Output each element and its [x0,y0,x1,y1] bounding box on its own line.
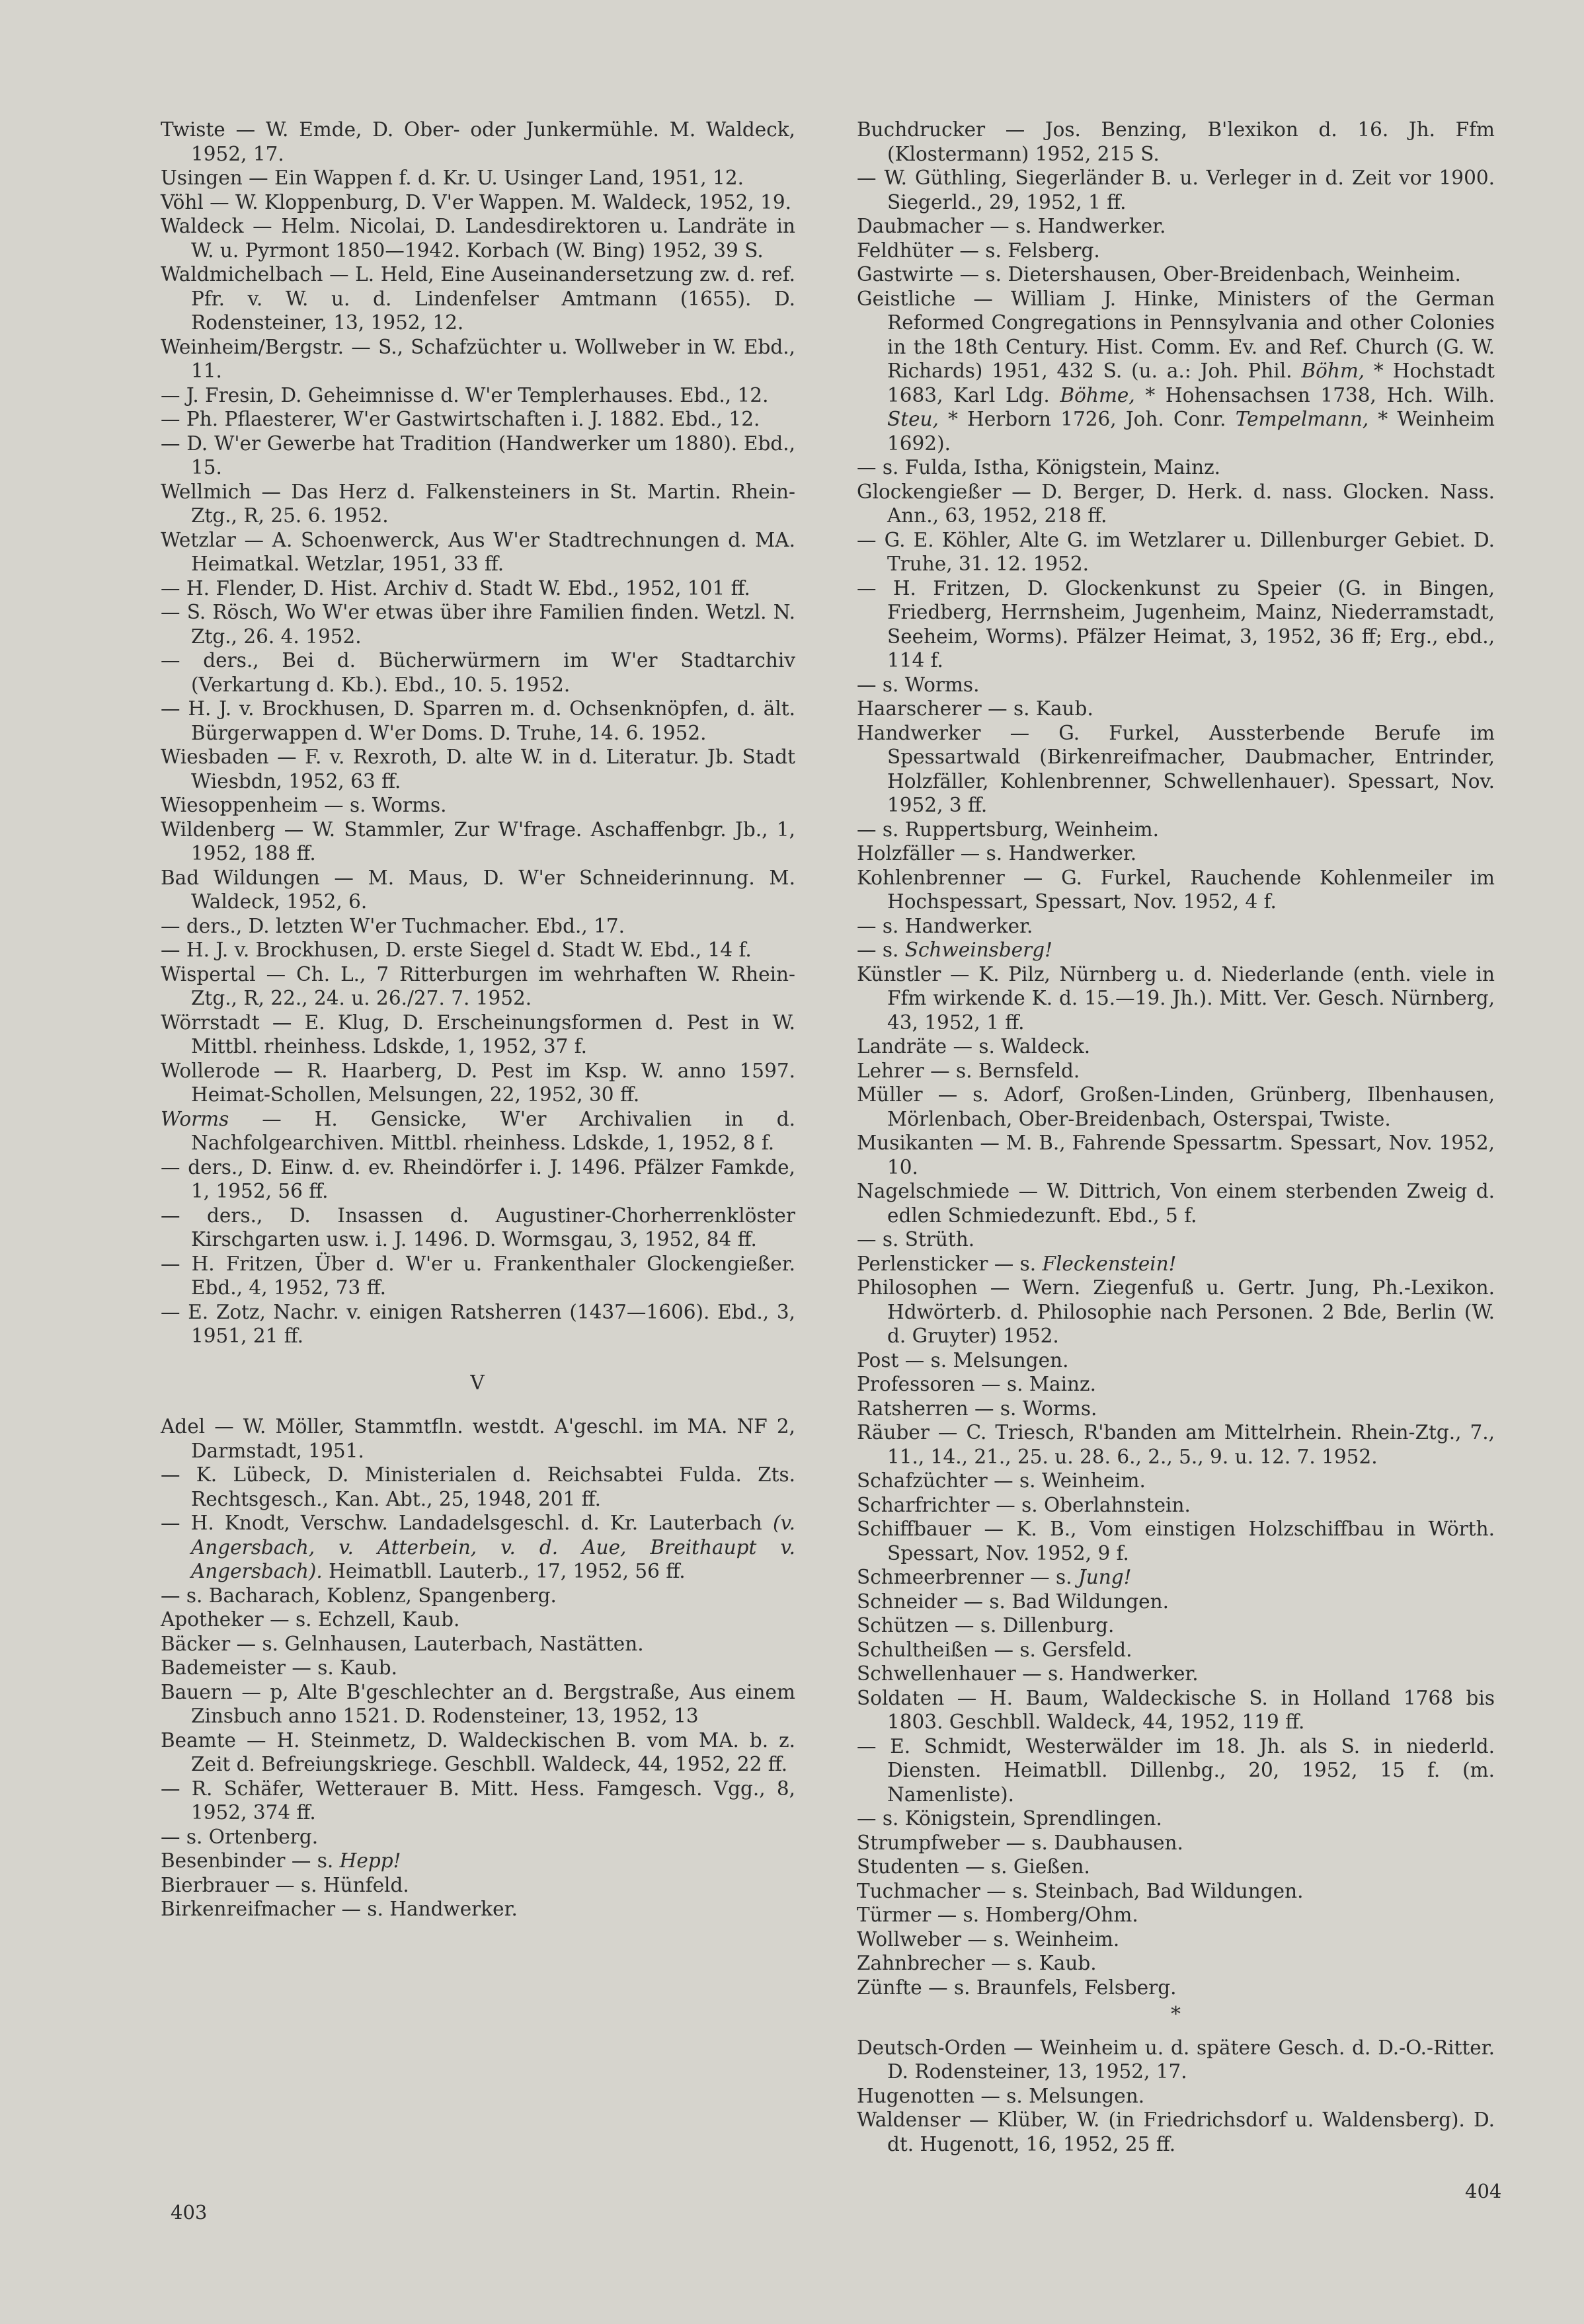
index-entry: Wollerode — R. Haarberg, D. Pest im Ksp. W. anno 1597. Heimat-Schollen, Melsungen, 22, 1952, 30 ff. [161,1059,795,1106]
index-entry: Schützen — s. Dillenburg. [857,1614,1115,1637]
index-entry: Wiesbaden — F. v. Rexroth, D. alte W. in d. Literatur. Jb. Stadt Wiesbdn, 1952, 63 ff. [161,746,795,793]
index-entry: — H. J. v. Brockhusen, D. Sparren m. d. Ochsenknöpfen, d. ält. Bürgerwappen d. W'er Doms. D. Truhe, 14. 6. 1952. [161,697,795,744]
index-entry: Professoren — s. Mainz. [857,1373,1096,1395]
index-entry: — s. Bacharach, Koblenz, Spangenberg. [161,1584,557,1607]
index-entry: — J. Fresin, D. Geheimnisse d. W'er Templerhauses. Ebd., 12. [161,383,769,407]
right-entries-b [857,455,1495,938]
section-heading: V [470,1371,486,1394]
index-entry: — E. Zotz, Nachr. v. einigen Ratsherren (1437—1606). Ebd., 3, 1951, 21 ff. [161,1300,795,1347]
knodt-italic: (v. Angersbach, v. Atterbein, v. d. Aue, Breithaupt v. Angersbach). [191,1512,795,1582]
index-entry: Daubmacher — s. Handwerker. [857,215,1166,237]
index-entry: Philosophen — Wern. Ziegenfuß u. Gertr. Jung, Ph.-Lexikon. Hdwörterb. d. Philosophie nach Personen. 2 Bde, Berlin (W. d. Gruyter) 1952. [857,1276,1495,1347]
index-entry: Haarscherer — s. Kaub. [857,697,1093,720]
index-entry: Wörrstadt — E. Klug, D. Erscheinungsformen d. Pest in W. Mittbl. rheinhess. Ldskde, 1, 1952, 37 f. [161,1011,795,1058]
index-entry: — s. Fulda, Istha, Königstein, Mainz. [857,456,1220,479]
index-entry: — D. W'er Gewerbe hat Tradition (Handwerker um 1880). Ebd., 15. [161,432,795,479]
index-entry: — K. Lübeck, D. Ministerialen d. Reichsabtei Fulda. Zts. Rechtsgesch., Kan. Abt., 25, 1948, 201 ff. [161,1463,795,1510]
worms-headword: Worms [161,1107,229,1130]
index-entry: Schneider — s. Bad Wildungen. [857,1590,1169,1613]
schmeer-text: Schmeerbrenner — s. [857,1566,1078,1588]
index-entry: Waldmichelbach — L. Held, Eine Auseinandersetzung zw. d. ref. Pfr. v. W. u. d. Lindenfelser Amtmann (1655). D. Rodensteiner, 13, 1952, 12. [161,263,795,334]
schwein-text: — s. [857,939,905,961]
right-column [857,118,1495,2156]
index-entry: Adel — W. Möller, Stammtfln. westdt. A'geschl. im MA. NF 2, Darmstadt, 1951. [161,1415,795,1462]
index-entry: Feldhüter — s. Felsberg. [857,239,1100,262]
geist-name-4: Tempelmann, [1235,408,1369,430]
index-entry: Türmer — s. Homberg/Ohm. [857,1904,1138,1926]
knodt-text-b: Heimatbll. Lauterb., 17, 1952, 56 ff. [322,1560,686,1582]
index-entry: Ratsherren — s. Worms. [857,1397,1097,1420]
geist-text-e: * Weinheim 1692). [887,408,1495,455]
right-entries-c [857,962,1495,1252]
index-entry: Zünfte — s. Braunfels, Felsberg. [857,1976,1177,1999]
index-entry-perlensticker [857,1252,1495,1276]
index-entry: — H. Fritzen, Über d. W'er u. Frankenthaler Glockengießer. Ebd., 4, 1952, 73 ff. [161,1252,795,1299]
index-entry: — E. Schmidt, Westerwälder im 18. Jh. als S. in niederld. Diensten. Heimatbll. Dillenbg., 20, 1952, 15 f. (m. Namenliste). [857,1734,1495,1806]
page-number-left: 403 [171,2201,208,2224]
index-entry-schweinsberg [857,938,1495,962]
index-entry: Räuber — C. Triesch, R'banden am Mittelrhein. Rhein-Ztg., 7., 11., 14., 21., 25. u. 28. 6., 2., 5., 9. u. 12. 7. 1952. [857,1421,1495,1468]
index-entry: — H. Flender, D. Hist. Archiv d. Stadt W. Ebd., 1952, 101 ff. [161,576,750,600]
right-entries-a [857,118,1495,287]
index-entry: Schultheißen — s. Gersfeld. [857,1638,1132,1661]
index-entry: Glockengießer — D. Berger, D. Herk. d. nass. Glocken. Nass. Ann., 63, 1952, 218 ff. [857,480,1495,527]
perl-text: Perlensticker — s. [857,1252,1043,1275]
index-entry: — s. Königstein, Sprendlingen. [857,1807,1162,1830]
index-entry: Studenten — s. Gießen. [857,1855,1090,1878]
index-entry: Bäcker — s. Gelnhausen, Lauterbach, Nastätten. [161,1632,644,1655]
index-entry: Handwerker — G. Furkel, Aussterbende Berufe im Spessartwald (Birkenreifmacher, Daubmacher, Entrinder, Holzfäller, Kohlenbrenner, Schwellenhauer). Spessart, Nov. 1952, 3 ff. [857,721,1495,816]
index-entry: Bademeister — s. Kaub. [161,1656,398,1679]
index-entry: Wiesoppenheim — s. Worms. [161,794,447,816]
geist-name-2: Böhme, [1060,383,1135,407]
index-entry: — W. Güthling, Siegerländer B. u. Verleger in d. Zeit vor 1900. Siegerld., 29, 1952, 1 ff. [857,167,1495,213]
geist-text-a: Geistliche — William J. Hinke, Ministers of the German Reformed Congregations in Pennsylvania and other Colonies in the 18th Century. Hist. Comm. Ev. and Ref. Church (G. W. Richards) 1951, 432 S. (u. a.: Joh. Phil. [857,287,1495,382]
index-entry: — s. Strüth. [857,1228,975,1251]
index-entry-worms [161,1107,795,1155]
index-entry: Gastwirte — s. Dietershausen, Ober-Breidenbach, Weinheim. [857,263,1461,286]
left-entries-a [161,118,795,1107]
index-entry: Musikanten — M. B., Fahrende Spessartm. Spessart, Nov. 1952, 10. [857,1132,1495,1179]
worms-text: — H. Gensicke, W'er Archivalien in d. Nachfolgearchiven. Mittbl. rheinhess. Ldskde, 1, 1952, 8 f. [191,1107,795,1154]
index-entry-besenbinder [161,1849,795,1873]
schmeer-italic: Jung! [1078,1566,1132,1588]
index-entry: — ders., D. Einw. d. ev. Rheindörfer i. J. 1496. Pfälzer Famkde, 1, 1952, 56 ff. [161,1155,795,1202]
index-entry-geistliche [857,287,1495,456]
index-entry: — ders., D. letzten W'er Tuchmacher. Ebd., 17. [161,914,625,937]
right-entries-e [857,1590,1495,2000]
geist-text-c: * Hohensachsen 1738, Hch. Wilh. [1134,383,1495,407]
index-entry: Weinheim/Bergstr. — S., Schafzüchter u. Wollweber in W. Ebd., 11. [161,335,795,382]
geist-name-3: Steu, [887,408,939,430]
index-entry: — Ph. Pflaesterer, W'er Gastwirtschaften i. J. 1882. Ebd., 12. [161,408,760,430]
index-entry: — H. Fritzen, D. Glockenkunst zu Speier (G. in Bingen, Friedberg, Herrnsheim, Jugenheim, Mainz, Niederramstadt, Seeheim, Worms). Pfälzer Heimat, 3, 1952, 36 ff; Erg., ebd., 114 f. [857,576,1495,672]
index-entry: Waldenser — Klüber, W. (in Friedrichsdorf u. Waldensberg). D. dt. Hugenott, 16, 1952, 25 ff. [857,2109,1495,2155]
index-entry: Bauern — p, Alte B'geschlechter an d. Bergstraße, Aus einem Zinsbuch anno 1521. D. Rodensteiner, 13, 1952, 13 [161,1680,795,1727]
left-column [161,118,795,1921]
index-entry: Schafzüchter — s. Weinheim. [857,1469,1146,1492]
index-entry: Lehrer — s. Bernsfeld. [857,1059,1080,1082]
index-entry: Tuchmacher — s. Steinbach, Bad Wildungen. [857,1879,1304,1902]
knodt-text-a: — H. Knodt, Verschw. Landadelsgeschl. d. Kr. Lauterbach [161,1512,773,1534]
besen-text: Besenbinder — s. [161,1849,340,1872]
geist-text-b: * Hochstadt 1683, Karl Ldg. [887,360,1495,407]
index-entry: — G. E. Köhler, Alte G. im Wetzlarer u. Dillenburger Gebiet. D. Truhe, 31. 12. 1952. [857,528,1495,575]
index-entry: — S. Rösch, Wo W'er etwas über ihre Familien finden. Wetzl. N. Ztg., 26. 4. 1952. [161,601,795,648]
index-entry: — s. Ruppertsburg, Weinheim. [857,818,1159,841]
index-entry: Wellmich — Das Herz d. Falkensteiners in St. Martin. Rhein-Ztg., R, 25. 6. 1952. [161,480,795,527]
left-entries-d [161,1584,795,1849]
section-separator: * [1171,2003,1181,2025]
right-entries-f [857,2036,1495,2157]
besen-italic: Hepp! [339,1849,401,1872]
right-entries-d [857,1276,1495,1565]
index-entry: — ders., Bei d. Bücherwürmern im W'er Stadtarchiv (Verkartung d. Kb.). Ebd., 10. 5. 1952. [161,649,795,696]
index-entry: — s. Worms. [857,673,980,696]
index-entry: Waldeck — Helm. Nicolai, D. Landesdirektoren u. Landräte in W. u. Pyrmont 1850—1942. Korbach (W. Bing) 1952, 39 S. [161,215,795,262]
index-entry: Künstler — K. Pilz, Nürnberg u. d. Niederlande (enth. viele in Ffm wirkende K. d. 15.—19. Jh.). Mitt. Ver. Gesch. Nürnberg, 43, 1952, 1 ff. [857,962,1495,1034]
schwein-italic: Schweinsberg! [904,939,1052,961]
index-entry: Bad Wildungen — M. Maus, D. W'er Schneiderinnung. M. Waldeck, 1952, 6. [161,866,795,913]
index-entry: Twiste — W. Emde, D. Ober- oder Junkermühle. M. Waldeck, 1952, 17. [161,118,795,165]
index-entry: — ders., D. Insassen d. Augustiner-Chorherrenklöster Kirschgarten usw. i. J. 1496. D. Wormsgau, 3, 1952, 84 ff. [161,1204,795,1251]
index-entry-schmeerbrenner [857,1565,1495,1590]
index-entry: Bierbrauer — s. Hünfeld. [161,1873,409,1896]
index-entry: Soldaten — H. Baum, Waldeckische S. in Holland 1768 bis 1803. Geschbll. Waldeck, 44, 1952, 119 ff. [857,1686,1495,1733]
index-entry: — H. J. v. Brockhusen, D. erste Siegel d. Stadt W. Ebd., 14 f. [161,939,752,961]
index-entry-knodt [161,1511,795,1584]
index-entry: Müller — s. Adorf, Großen-Linden, Grünberg, Ilbenhausen, Mörlenbach, Ober-Breidenbach, Osterspai, Twiste. [857,1083,1495,1130]
index-entry: Wildenberg — W. Stammler, Zur W'frage. Aschaffenbgr. Jb., 1, 1952, 188 ff. [161,818,795,865]
index-entry: Wispertal — Ch. L., 7 Ritterburgen im wehrhaften W. Rhein-Ztg., R, 22., 24. u. 26./27. 7. 1952. [161,962,795,1009]
index-entry: Scharfrichter — s. Oberlahnstein. [857,1493,1191,1516]
index-entry: Schiffbauer — K. B., Vom einstigen Holzschiffbau in Wörth. Spessart, Nov. 1952, 9 f. [857,1518,1495,1565]
geist-name-1: Böhm, [1301,360,1365,382]
index-entry: Usingen — Ein Wappen f. d. Kr. U. Usinger Land, 1951, 12. [161,167,744,189]
perl-italic: Fleckenstein! [1042,1252,1177,1275]
index-entry: — s. Handwerker. [857,914,1033,937]
index-entry: Zahnbrecher — s. Kaub. [857,1952,1097,1974]
index-entry: Birkenreifmacher — s. Handwerker. [161,1898,518,1920]
left-entries-e [161,1873,795,1921]
index-entry: Strumpfweber — s. Daubhausen. [857,1831,1183,1854]
index-entry: Vöhl — W. Kloppenburg, D. V'er Wappen. M. Waldeck, 1952, 19. [161,190,792,213]
index-entry: Schwellenhauer — s. Handwerker. [857,1662,1199,1685]
index-entry: Beamte — H. Steinmetz, D. Waldeckischen B. vom MA. b. z. Zeit d. Befreiungskriege. Geschbll. Waldeck, 44, 1952, 22 ff. [161,1728,795,1775]
index-entry: Wetzlar — A. Schoenwerck, Aus W'er Stadtrechnungen d. MA. Heimatkal. Wetzlar, 1951, 33 ff. [161,528,795,575]
index-entry: Landräte — s. Waldeck. [857,1035,1091,1058]
index-entry: Buchdrucker — Jos. Benzing, B'lexikon d. 16. Jh. Ffm (Klostermann) 1952, 215 S. [857,118,1495,165]
index-entry: Hugenotten — s. Melsungen. [857,2084,1145,2107]
index-entry: — s. Ortenberg. [161,1825,319,1848]
left-entries-b [161,1155,795,1348]
index-entry: Nagelschmiede — W. Dittrich, Von einem sterbenden Zweig d. edlen Schmiedezunft. Ebd., 5 f. [857,1180,1495,1227]
index-entry: Wollweber — s. Weinheim. [857,1927,1120,1951]
index-entry: Post — s. Melsungen. [857,1348,1069,1372]
left-entries-c [161,1414,795,1511]
index-entry: Deutsch-Orden — Weinheim u. d. spätere Gesch. d. D.-O.-Ritter. D. Rodensteiner, 13, 1952, 17. [857,2036,1495,2083]
index-entry: Apotheker — s. Echzell, Kaub. [161,1608,460,1631]
index-entry: — R. Schäfer, Wetterauer B. Mitt. Hess. Famgesch. Vgg., 8, 1952, 374 ff. [161,1777,795,1824]
page-number-right: 404 [1465,2180,1502,2202]
geist-text-d: * Herborn 1726, Joh. Conr. [938,408,1236,430]
index-entry: Holzfäller — s. Handwerker. [857,842,1137,865]
index-entry: Kohlenbrenner — G. Furkel, Rauchende Kohlenmeiler im Hochspessart, Spessart, Nov. 1952, 4 f. [857,866,1495,913]
